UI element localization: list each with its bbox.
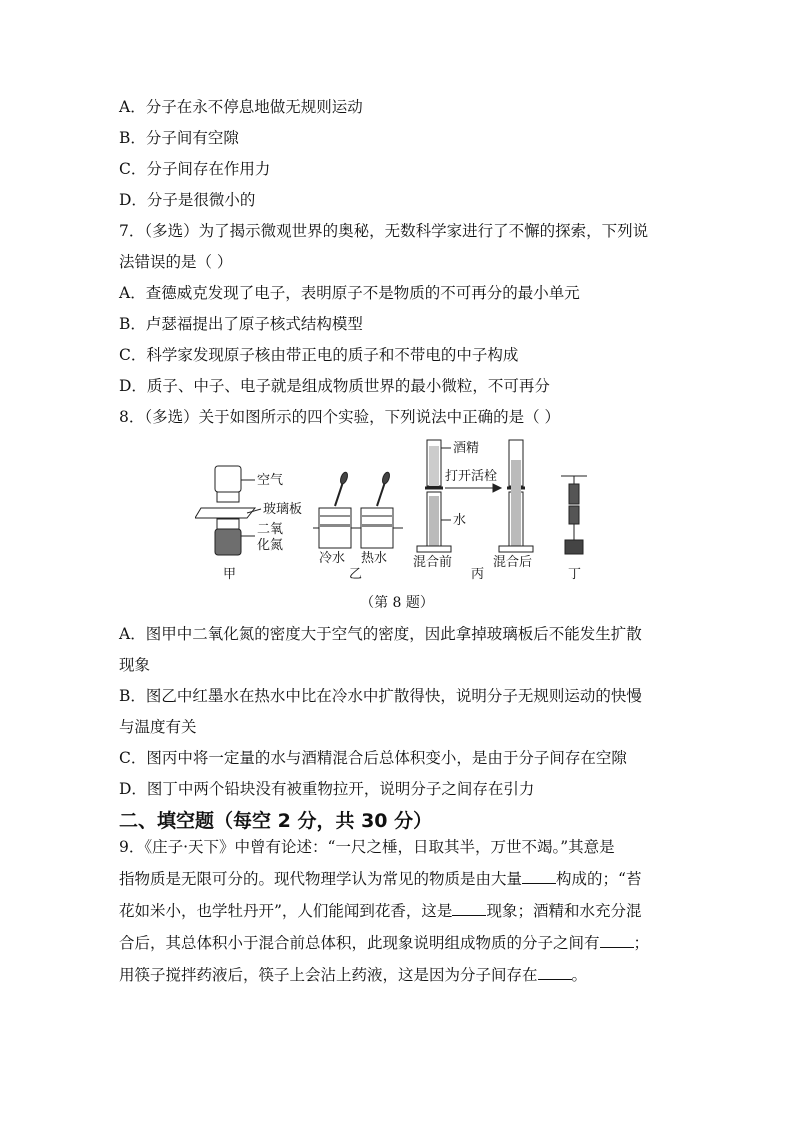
bing-label-open: 打开活栓 — [445, 469, 498, 484]
q7-option-c: C．科学家发现原子核由带正电的质子和不带电的中子构成 — [119, 346, 519, 364]
bing-label-water: 水 — [453, 513, 467, 528]
q9-line2-text-b: 构成的；“苔 — [556, 870, 642, 888]
ding-apparatus — [561, 476, 587, 554]
q9-line2 — [119, 868, 641, 890]
q8-stem: 8．（多选）关于如图所示的四个实验，下列说法中正确的是（ ） — [119, 408, 561, 426]
yi-name: 乙 — [349, 567, 363, 582]
yi-apparatus — [313, 471, 403, 548]
answer-blank-2[interactable] — [452, 900, 486, 916]
q6-option-a: A．分子在永不停息地做无规则运动 — [119, 98, 363, 116]
q8-option-b-line2: 与温度有关 — [119, 718, 197, 736]
q8-option-c: C．图丙中将一定量的水与酒精混合后总体积变小，是由于分子间存在空隙 — [119, 749, 627, 767]
section-heading: 二、填空题（每空 2 分，共 30 分） — [119, 810, 433, 832]
bing-label-before: 混合前 — [413, 555, 453, 570]
q9-line1: 9．《庄子·天下》中曾有论述：“一尺之棰，日取其半，万世不竭。”其意是 — [119, 838, 615, 856]
bing-name: 丙 — [471, 567, 485, 582]
q8-option-a-line2: 现象 — [119, 656, 151, 674]
q7-stem-line1: 7．（多选）为了揭示微观世界的奥秘，无数科学家进行了不懈的探索，下列说 — [119, 222, 649, 240]
bing-apparatus — [417, 440, 533, 552]
q8-figure — [195, 436, 615, 586]
q9-line4 — [119, 932, 649, 954]
q7-option-b: B．卢瑟福提出了原子核式结构模型 — [119, 315, 363, 333]
q9-line5-text-a: 用筷子搅拌药液后，筷子上会沾上药液，这是因为分子间存在 — [119, 966, 538, 984]
q9-line2-text-a: 指物质是无限可分的。现代物理学认为常见的物质是由大量 — [119, 870, 523, 888]
q9-line4-text-a: 合后，其总体积小于混合前总体积，此现象说明组成物质的分子之间有 — [119, 934, 600, 952]
q9-line5-text-b: 。 — [571, 966, 588, 984]
q6-option-b: B．分子间有空隙 — [119, 129, 239, 147]
jia-label-no2-1: 二氧 — [257, 522, 284, 537]
q7-option-a: A．查德威克发现了电子，表明原子不是物质的不可再分的最小单元 — [119, 284, 580, 302]
q9-line5 — [119, 964, 587, 986]
q9-line3-text-b: 现象；酒精和水充分混 — [486, 902, 642, 920]
q7-option-d: D．质子、中子、电子就是组成物质世界的最小微粒，不可再分 — [119, 377, 550, 395]
jia-apparatus — [195, 466, 261, 555]
jia-label-glass: 玻璃板 — [263, 502, 303, 517]
figure-caption: （第 8 题） — [360, 595, 434, 611]
q9-line3-text-a: 花如米小，也学牡丹开”，人们能闻到花香，这是 — [119, 902, 453, 920]
ding-name: 丁 — [568, 567, 582, 582]
yi-label-cold: 冷水 — [319, 551, 346, 566]
answer-blank-4[interactable] — [538, 964, 572, 980]
bing-label-alcohol: 酒精 — [453, 441, 480, 456]
q7-stem-line2: 法错误的是（ ） — [119, 253, 233, 271]
jia-label-air: 空气 — [257, 473, 284, 488]
q6-option-d: D．分子是很微小的 — [119, 191, 256, 209]
answer-blank-1[interactable] — [522, 868, 556, 884]
q9-line4-text-b: ； — [633, 934, 650, 952]
q8-option-a-line1: A．图甲中二氧化氮的密度大于空气的密度，因此拿掉玻璃板后不能发生扩散 — [119, 625, 642, 643]
jia-label-no2-2: 化氮 — [257, 538, 284, 553]
yi-label-hot: 热水 — [361, 551, 388, 566]
answer-blank-3[interactable] — [600, 932, 634, 948]
jia-name: 甲 — [223, 567, 237, 582]
q8-option-b-line1: B．图乙中红墨水在热水中比在冷水中扩散得快，说明分子无规则运动的快慢 — [119, 687, 642, 705]
q6-option-c: C．分子间存在作用力 — [119, 160, 271, 178]
q9-line3 — [119, 900, 641, 922]
q8-option-d: D．图丁中两个铅块没有被重物拉开，说明分子之间存在引力 — [119, 780, 535, 798]
bing-label-after: 混合后 — [493, 555, 533, 570]
